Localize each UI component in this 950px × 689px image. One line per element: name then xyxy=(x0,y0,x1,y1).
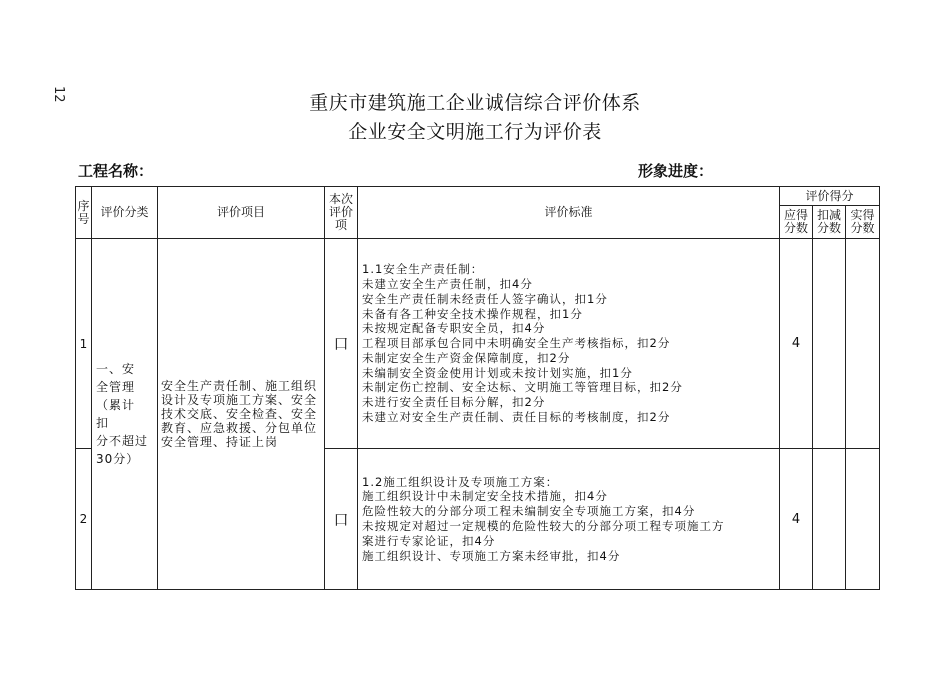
actual-score-input[interactable] xyxy=(846,239,880,449)
header-criteria: 评价标准 xyxy=(358,187,780,239)
category-line: 30分） xyxy=(96,452,140,466)
deduct-score-input[interactable] xyxy=(813,239,846,449)
deduct-score-input[interactable] xyxy=(813,449,846,590)
criteria-title: 1.1安全生产责任制： xyxy=(362,262,484,277)
criteria-line: 未建立安全生产责任制，扣4分 xyxy=(362,276,533,291)
criteria-title: 1.2施工组织设计及专项施工方案： xyxy=(362,474,559,489)
document-title: 重庆市建筑施工企业诚信综合评价体系 xyxy=(309,92,641,114)
project-name-label: 工程名称： xyxy=(78,162,154,180)
header-score-group: 评价得分 xyxy=(780,187,880,206)
row-seq: 2 xyxy=(76,449,92,590)
category-line: （累计 xyxy=(96,398,136,412)
criteria-line: 未按规定对超过一定规模的危险性较大的分部分项工程专项施工方 xyxy=(362,519,725,533)
evaluation-table xyxy=(75,186,880,590)
table-row xyxy=(76,239,880,449)
header-category: 评价分类 xyxy=(92,187,158,239)
header-seq: 序号 xyxy=(76,187,92,239)
criteria-line: 工程项目部承包合同中未明确安全生产考核指标，扣2分 xyxy=(362,336,671,351)
criteria-line: 安全生产责任制未经责任人签字确认，扣1分 xyxy=(362,291,608,306)
actual-score-input[interactable] xyxy=(846,449,880,590)
criteria-line: 未建立对安全生产责任制、责任目标的考核制度，扣2分 xyxy=(362,410,671,425)
category-line: 一、安 xyxy=(96,362,136,376)
should-score: 4 xyxy=(780,239,813,449)
criteria-line: 未备有各工种安全技术操作规程，扣1分 xyxy=(362,306,583,321)
header-current: 本次评价项 xyxy=(325,187,358,239)
header-should-score: 应得分数 xyxy=(780,206,813,239)
document-subtitle: 企业安全文明施工行为评价表 xyxy=(348,121,602,143)
criteria-cell xyxy=(358,449,780,590)
checkbox[interactable]: 口 xyxy=(325,449,358,590)
row-seq: 1 xyxy=(76,239,92,449)
criteria-line: 施工组织设计、专项施工方案未经审批，扣4分 xyxy=(362,548,621,563)
criteria-cell xyxy=(358,239,780,449)
criteria-line: 未制定伤亡控制、安全达标、文明施工等管理目标，扣2分 xyxy=(362,380,683,395)
category-line: 扣 xyxy=(96,416,110,430)
category-cell xyxy=(92,239,158,590)
criteria-line: 未按规定配备专职安全员，扣4分 xyxy=(362,321,546,336)
criteria-line: 未进行安全责任目标分解，扣2分 xyxy=(362,395,546,410)
header-deduct-score: 扣减分数 xyxy=(813,206,846,239)
criteria-line: 未编制安全资金使用计划或未按计划实施，扣1分 xyxy=(362,365,633,380)
category-line: 分不超过 xyxy=(96,434,149,448)
checkbox[interactable]: 口 xyxy=(325,239,358,449)
header-item: 评价项目 xyxy=(158,187,325,239)
header-actual-score: 实得分数 xyxy=(846,206,880,239)
criteria-line: 危险性较大的分部分项工程未编制安全专项施工方案，扣4分 xyxy=(362,504,696,519)
category-line: 全管理 xyxy=(96,380,136,394)
criteria-line: 施工组织设计中未制定安全技术措施，扣4分 xyxy=(362,489,608,504)
page-number: 12 xyxy=(51,86,66,103)
item-cell: 安全生产责任制、施工组织设计及专项施工方案、安全技术交底、安全检查、安全教育、应急救援、分包单位安全管理、持证上岗 xyxy=(158,239,325,590)
progress-label: 形象进度： xyxy=(638,162,714,180)
should-score: 4 xyxy=(780,449,813,590)
criteria-line: 未制定安全生产资金保障制度，扣2分 xyxy=(362,350,571,365)
criteria-line: 案进行专家论证，扣4分 xyxy=(362,533,496,548)
